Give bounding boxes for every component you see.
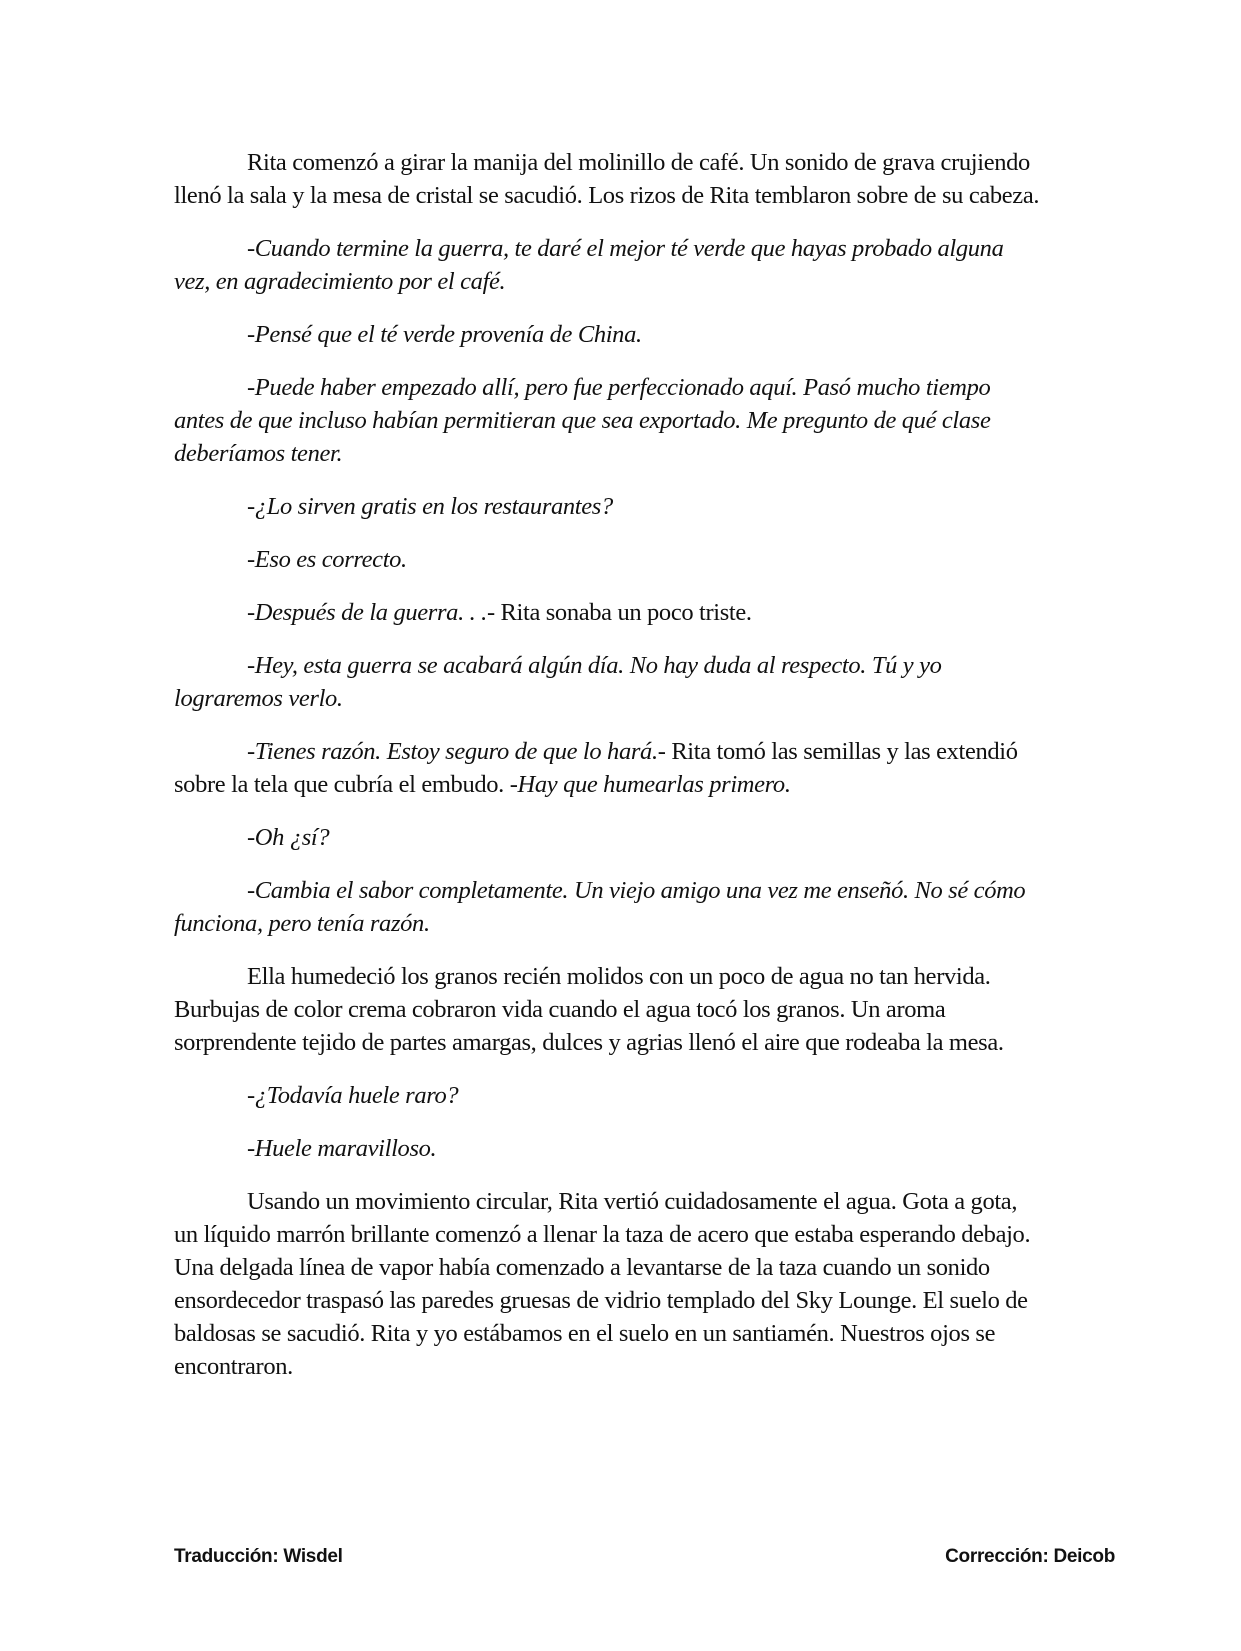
dialogue-text: -Oh ¿sí?	[247, 824, 330, 851]
dialogue-text: -Pensé que el té verde provenía de China.	[247, 321, 642, 348]
footer-translation-credit: Traducción: Wisdel	[174, 1546, 343, 1567]
dialogue-text: -Después de la guerra. . .	[247, 599, 487, 626]
paragraph	[174, 596, 1044, 629]
dialogue-text: -Hay que humearlas primero.	[509, 771, 791, 798]
paragraph	[174, 543, 1044, 576]
narration-text: Usando un movimiento circular, Rita vertió cuidadosamente el agua. Gota a gota, un líquido marrón brillante comenzó a llenar la taza de acero que estaba esperando debajo. Una delgada línea de vapor había comenzado a levantarse de la taza cuando un sonido ensordecedor traspasó las paredes gruesas de vidrio templado del Sky Lounge. El suelo de baldosas se sacudió. Rita y yo estábamos en el suelo en un santiamén. Nuestros ojos se encontraron.	[174, 1188, 1031, 1380]
dialogue-text: -Cambia el sabor completamente. Un viejo amigo una vez me enseñó. No sé cómo funciona, pero tenía razón.	[174, 877, 1026, 937]
paragraph	[174, 318, 1044, 351]
paragraph	[174, 821, 1044, 854]
paragraph	[174, 1079, 1044, 1112]
dialogue-text: -Cuando termine la guerra, te daré el mejor té verde que hayas probado alguna vez, en agradecimiento por el café.	[174, 235, 1004, 295]
dialogue-text: -Huele maravilloso.	[247, 1135, 437, 1162]
dialogue-text: -Tienes razón. Estoy seguro de que lo hará.	[247, 738, 658, 765]
dialogue-text: -Puede haber empezado allí, pero fue perfeccionado aquí. Pasó mucho tiempo antes de que incluso habían permitieran que sea exportado. Me pregunto de qué clase deberíamos tener.	[174, 374, 991, 467]
narration-text: Ella humedeció los granos recién molidos con un poco de agua no tan hervida. Burbujas de color crema cobraron vida cuando el agua tocó los granos. Un aroma sorprendente tejido de partes amargas, dulces y agrias llenó el aire que rodeaba la mesa.	[174, 963, 1004, 1056]
narration-text: - Rita tomó las semillas y las extendió sobre la tela que cubría el embudo.	[174, 738, 1018, 798]
dialogue-text: -¿Lo sirven gratis en los restaurantes?	[247, 493, 613, 520]
footer-correction-credit: Corrección: Deicob	[945, 1546, 1115, 1567]
paragraph	[174, 1132, 1044, 1165]
dialogue-text: -¿Todavía huele raro?	[247, 1082, 459, 1109]
dialogue-text: -Hey, esta guerra se acabará algún día. No hay duda al respecto. Tú y yo lograremos verlo.	[174, 652, 942, 712]
paragraph	[174, 735, 1044, 801]
narration-text: Rita comenzó a girar la manija del molinillo de café. Un sonido de grava crujiendo llenó la sala y la mesa de cristal se sacudió. Los rizos de Rita temblaron sobre de su cabeza.	[174, 149, 1040, 209]
page-footer	[174, 1546, 1115, 1568]
body-text	[174, 146, 1044, 1403]
paragraph	[174, 649, 1044, 715]
paragraph	[174, 232, 1044, 298]
dialogue-text: -Eso es correcto.	[247, 546, 407, 573]
paragraph	[174, 490, 1044, 523]
paragraph	[174, 960, 1044, 1059]
paragraph	[174, 1185, 1044, 1383]
paragraph	[174, 146, 1044, 212]
narration-text: - Rita sonaba un poco triste.	[486, 599, 752, 626]
paragraph	[174, 874, 1044, 940]
paragraph	[174, 371, 1044, 470]
